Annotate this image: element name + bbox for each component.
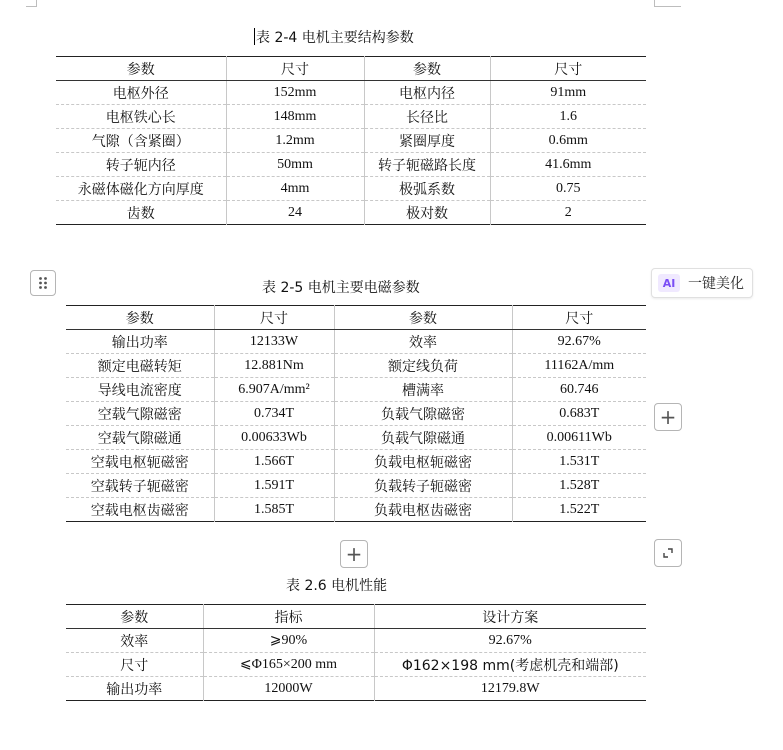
table-2-6-caption: 表 2.6 电机性能	[286, 578, 388, 594]
table-row	[56, 81, 646, 105]
table-cell[interactable]: 6.907A/mm²	[214, 378, 334, 402]
table-cell[interactable]: 尺寸	[66, 653, 203, 677]
table-row	[66, 426, 646, 450]
table-row	[66, 450, 646, 474]
table-cell[interactable]: 148mm	[226, 105, 364, 129]
text-cursor	[254, 28, 255, 45]
table-cell[interactable]: 1.566T	[214, 450, 334, 474]
resize-corner-icon	[662, 547, 674, 559]
table-cell[interactable]: 负载气隙磁通	[334, 426, 512, 450]
header-cell[interactable]: 尺寸	[490, 57, 646, 81]
beautify-label: 一键美化	[688, 276, 744, 292]
table-cell[interactable]: 电枢铁心长	[56, 105, 226, 129]
table-cell[interactable]: 极对数	[364, 201, 490, 225]
table-2-5-caption: 表 2-5 电机主要电磁参数	[262, 280, 420, 296]
table-cell[interactable]: 1.591T	[214, 474, 334, 498]
table-header-row	[66, 306, 646, 330]
table-cell[interactable]: 12.881Nm	[214, 354, 334, 378]
table-header-row	[66, 605, 646, 629]
table-cell[interactable]: 效率	[66, 629, 203, 653]
table-cell[interactable]: 92.67%	[374, 629, 646, 653]
table-cell[interactable]: 空载转子轭磁密	[66, 474, 214, 498]
table-cell[interactable]: 0.734T	[214, 402, 334, 426]
table-row	[66, 402, 646, 426]
table-cell[interactable]: 12179.8W	[374, 677, 646, 701]
table-2-4	[56, 56, 646, 225]
table-cell[interactable]: 负载气隙磁密	[334, 402, 512, 426]
table-row	[66, 354, 646, 378]
table-cell[interactable]: 齿数	[56, 201, 226, 225]
table-header-row	[56, 57, 646, 81]
table-cell[interactable]: 负载电枢齿磁密	[334, 498, 512, 522]
table-cell[interactable]: 空载气隙磁通	[66, 426, 214, 450]
table-cell[interactable]: 91mm	[490, 81, 646, 105]
table-cell[interactable]: 输出功率	[66, 330, 214, 354]
table-cell[interactable]: 0.00633Wb	[214, 426, 334, 450]
header-cell[interactable]: 参数	[334, 306, 512, 330]
table-cell[interactable]: 12000W	[203, 677, 374, 701]
table-2-5-body	[66, 306, 646, 522]
table-cell[interactable]: 50mm	[226, 153, 364, 177]
table-cell[interactable]: 0.683T	[512, 402, 646, 426]
table-row	[66, 474, 646, 498]
table-2-6-body	[66, 605, 646, 701]
table-cell[interactable]: 极弧系数	[364, 177, 490, 201]
table-cell[interactable]: 1.2mm	[226, 129, 364, 153]
table-cell[interactable]: 长径比	[364, 105, 490, 129]
six-dot-grip-icon	[38, 276, 48, 290]
table-row	[66, 498, 646, 522]
table-cell[interactable]: 转子轭内径	[56, 153, 226, 177]
header-cell[interactable]: 尺寸	[512, 306, 646, 330]
table-row	[66, 653, 646, 677]
table-cell[interactable]: 额定线负荷	[334, 354, 512, 378]
table-row	[66, 629, 646, 653]
table-row	[66, 378, 646, 402]
table-cell[interactable]: 效率	[334, 330, 512, 354]
table-row	[56, 153, 646, 177]
table-cell[interactable]: 永磁体磁化方向厚度	[56, 177, 226, 201]
table-cell[interactable]: 152mm	[226, 81, 364, 105]
table-row	[66, 677, 646, 701]
header-cell[interactable]: 参数	[364, 57, 490, 81]
table-2-4-caption: 表 2-4 电机主要结构参数	[256, 30, 414, 46]
header-cell[interactable]: 参数	[66, 306, 214, 330]
table-cell[interactable]: ⩽Φ165×200 mm	[203, 653, 374, 677]
table-cell[interactable]: 60.746	[512, 378, 646, 402]
table-row	[56, 129, 646, 153]
table-2-6	[66, 604, 646, 701]
table-row	[56, 105, 646, 129]
page-corner-top-left	[26, 0, 37, 7]
page-corner-top-right	[654, 0, 681, 7]
header-cell[interactable]: 参数	[66, 605, 203, 629]
table-cell[interactable]: 41.6mm	[490, 153, 646, 177]
table-cell[interactable]: 0.75	[490, 177, 646, 201]
table-cell[interactable]: 92.67%	[512, 330, 646, 354]
table-2-5	[66, 305, 646, 522]
table-cell[interactable]: 额定电磁转矩	[66, 354, 214, 378]
table-cell[interactable]: 输出功率	[66, 677, 203, 701]
table-row	[56, 177, 646, 201]
table-cell[interactable]: 负载电枢轭磁密	[334, 450, 512, 474]
plus-icon: +	[345, 542, 363, 566]
ai-icon: AI	[658, 274, 680, 292]
table-cell[interactable]: ⩾90%	[203, 629, 374, 653]
plus-icon: +	[659, 405, 677, 429]
header-cell[interactable]: 尺寸	[214, 306, 334, 330]
table-cell[interactable]: 电枢外径	[56, 81, 226, 105]
table-cell[interactable]: 0.6mm	[490, 129, 646, 153]
header-cell[interactable]: 指标	[203, 605, 374, 629]
table-cell[interactable]: 1.6	[490, 105, 646, 129]
table-cell[interactable]: 12133W	[214, 330, 334, 354]
resize-table-button[interactable]	[654, 539, 682, 567]
table-cell[interactable]: 4mm	[226, 177, 364, 201]
table-cell[interactable]: 11162A/mm	[512, 354, 646, 378]
table-cell[interactable]: 空载气隙磁密	[66, 402, 214, 426]
add-row-button[interactable]	[340, 540, 368, 568]
header-cell[interactable]: 参数	[56, 57, 226, 81]
table-cell[interactable]: 电枢内径	[364, 81, 490, 105]
table-cell[interactable]: 1.531T	[512, 450, 646, 474]
table-cell[interactable]: 1.522T	[512, 498, 646, 522]
table-cell[interactable]: 2	[490, 201, 646, 225]
table-cell[interactable]: 1.528T	[512, 474, 646, 498]
header-cell[interactable]: 设计方案	[374, 605, 646, 629]
table-cell[interactable]: 1.585T	[214, 498, 334, 522]
table-cell[interactable]: 24	[226, 201, 364, 225]
table-cell[interactable]: Φ162×198 mm(考虑机壳和端部)	[374, 653, 646, 677]
table-cell[interactable]: 气隙（含紧圈）	[56, 129, 226, 153]
table-cell[interactable]: 转子轭磁路长度	[364, 153, 490, 177]
table-cell[interactable]: 紧圈厚度	[364, 129, 490, 153]
table-cell[interactable]: 导线电流密度	[66, 378, 214, 402]
table-cell[interactable]: 空载电枢轭磁密	[66, 450, 214, 474]
table-cell[interactable]: 0.00611Wb	[512, 426, 646, 450]
table-drag-handle[interactable]	[30, 270, 56, 296]
header-cell[interactable]: 尺寸	[226, 57, 364, 81]
table-cell[interactable]: 负载转子轭磁密	[334, 474, 512, 498]
one-click-beautify-button[interactable]	[651, 268, 753, 298]
table-cell[interactable]: 槽满率	[334, 378, 512, 402]
add-column-button[interactable]	[654, 403, 682, 431]
table-row	[66, 330, 646, 354]
table-row	[56, 201, 646, 225]
table-2-4-body	[56, 57, 646, 225]
table-cell[interactable]: 空载电枢齿磁密	[66, 498, 214, 522]
